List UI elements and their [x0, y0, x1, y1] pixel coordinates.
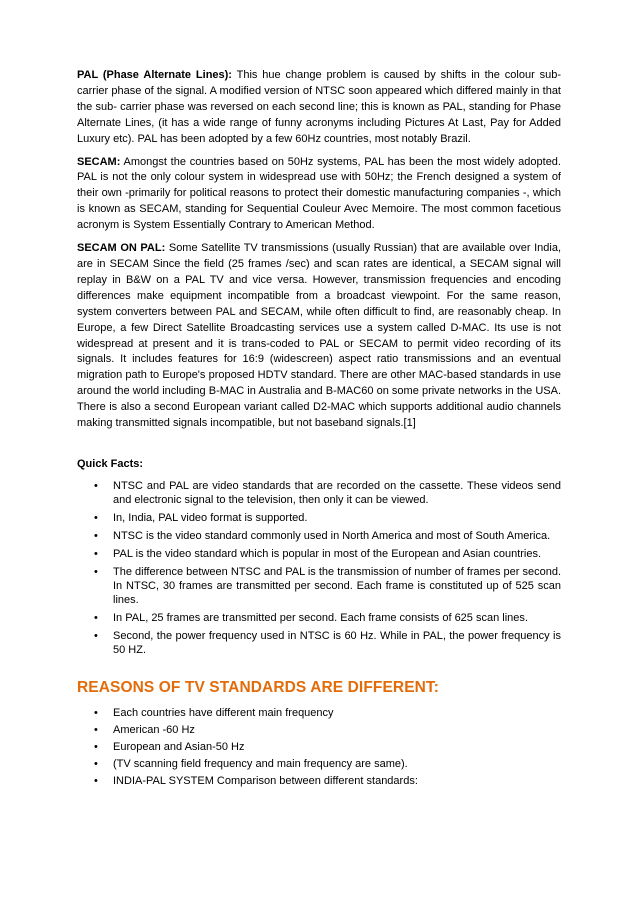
paragraph-text: This hue change problem is caused by shifts in the colour sub-carrier phase of the signal. A modified version of NTSC soon appeared which differed mainly in that the sub- carrier phase was reversed on each second line; this is known as PAL, standing for Phase Alternate Lines, (it has a wide range of funny acronyms including Pictures At Last, Pay for Added Luxury etc). PAL has been adopted by a few 60Hz countries, most notably Brazil.: [77, 69, 561, 145]
list-item: [77, 611, 561, 625]
list-item: [77, 529, 561, 543]
list-item-text: American -60 Hz: [113, 723, 195, 736]
bullet-icon: •: [94, 629, 98, 642]
bullet-icon: •: [94, 774, 98, 787]
list-item: [77, 740, 561, 755]
list-item: [77, 565, 561, 607]
list-item-text: (TV scanning field frequency and main frequency are same).: [113, 757, 408, 770]
paragraph-text: Some Satellite TV transmissions (usually Russian) that are available over India, are in SECAM Since the field (25 frames /sec) and scan rates are identical, a SECAM signal will replay in B&W on a PAL TV and vice versa. However, transmission frequencies and encoding differences make equipment incompatible from a broadcast viewpoint. For the same reason, system converters between PAL and SECAM, while often difficult to find, are reasonably cheap. In Europe, a few Direct Satellite Broadcasting services use a system called D-MAC. Its use is not widespread at present and it is trans-coded to PAL or SECAM to permit video recording of its signals. It includes features for 16:9 (widescreen) aspect ratio transmissions and an eventual migration path to Europe's proposed HDTV standard. There are other MAC-based standards in use around the world including B-MAC in Australia and B-MAC60 on some private networks in the USA. There is also a second European variant called D2-MAC which supports additional audio channels making transmitted signals incompatible, but not baseband signals.[1]: [77, 242, 562, 430]
list-item-text: Each countries have different main frequency: [113, 706, 334, 719]
bullet-icon: •: [94, 547, 98, 560]
bullet-icon: •: [94, 706, 98, 719]
list-item: [77, 757, 561, 772]
paragraph-label: SECAM:: [77, 155, 121, 168]
bullet-icon: •: [94, 740, 98, 753]
bullet-icon: •: [94, 511, 98, 524]
list-item-text: Second, the power frequency used in NTSC is 60 Hz. While in PAL, the power frequency is 50 HZ.: [113, 629, 561, 656]
list-item-text: The difference between NTSC and PAL is the transmission of number of frames per second. In NTSC, 30 frames are transmitted per second. Each frame is constituted up of 525 scan lines.: [113, 565, 561, 606]
paragraph-pal: [77, 68, 561, 148]
bullet-icon: •: [94, 479, 98, 492]
list-item: [77, 511, 561, 525]
quick-facts-heading: Quick Facts:: [77, 457, 144, 470]
bullet-icon: •: [94, 529, 98, 542]
document-page: [77, 68, 561, 791]
paragraph-label: PAL (Phase Alternate Lines):: [77, 69, 232, 81]
list-item: [77, 629, 561, 657]
bullet-icon: •: [94, 565, 98, 578]
list-item-text: In PAL, 25 frames are transmitted per second. Each frame consists of 625 scan lines.: [113, 611, 528, 624]
paragraph-label: SECAM ON PAL:: [77, 242, 166, 255]
spacer: [77, 439, 561, 457]
bullet-icon: •: [94, 757, 98, 770]
bullet-icon: •: [94, 611, 98, 624]
reasons-list: [77, 706, 561, 789]
list-item-text: European and Asian-50 Hz: [113, 740, 245, 753]
list-item: [77, 774, 561, 789]
list-item-text: NTSC is the video standard commonly used in North America and most of South America.: [113, 529, 551, 542]
list-item-text: NTSC and PAL are video standards that are recorded on the cassette. These videos send and electronic signal to the television, then only it can be viewed.: [113, 479, 561, 506]
paragraph-secam: [77, 155, 561, 235]
bullet-icon: •: [94, 723, 98, 736]
reasons-heading: REASONS OF TV STANDARDS ARE DIFFERENT:: [77, 678, 440, 696]
list-item-text: INDIA-PAL SYSTEM Comparison between different standards:: [113, 774, 418, 787]
list-item: [77, 723, 561, 738]
list-item: [77, 547, 561, 561]
list-item: [77, 706, 561, 721]
list-item-text: In, India, PAL video format is supported.: [113, 511, 308, 524]
paragraph-secam-on-pal: [77, 241, 561, 432]
quick-facts-list: [77, 479, 561, 657]
list-item-text: PAL is the video standard which is popular in most of the European and Asian countries.: [113, 547, 542, 560]
paragraph-text: Amongst the countries based on 50Hz systems, PAL has been the most widely adopted. PAL is not the only colour system in widespread use with 50Hz; the French designed a system of their own -primarily for political reasons to protect their domestic manufacturing companies -, which is known as SECAM, standing for Sequential Couleur Avec Memoire. The most common facetious acronym is System Essentially Contrary to American Method.: [77, 155, 561, 232]
list-item: [77, 479, 561, 507]
